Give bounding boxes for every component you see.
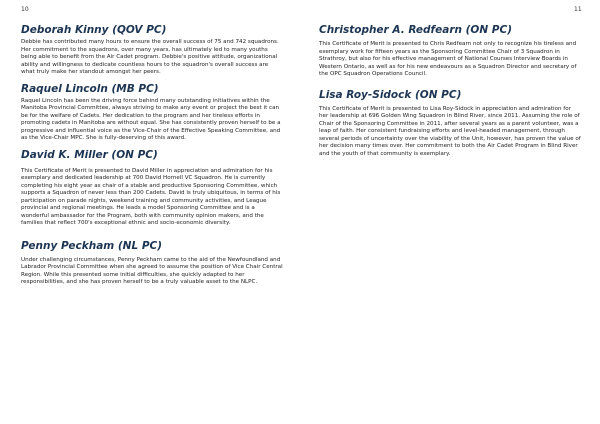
award-entry bbox=[21, 24, 283, 77]
left-column bbox=[21, 24, 283, 287]
recipient-name: Christopher A. Redfearn (ON PC) bbox=[319, 24, 513, 36]
recipient-name: Raquel Lincoln (MB PC) bbox=[21, 82, 159, 95]
recipient-citation: This Certificate of Merit is presented to Chris Redfearn not only to recognize his tireless and exemplary work for fifteen years as the Sponsoring Committee Chair of 3 Squadron in Strathroy, but also for his effective management of National Courses Interview Boards in Western Ontario, as well as for his new endeavours as a Squadron Director and secretary of the OPC Squadron Operations Council. bbox=[319, 41, 577, 77]
award-entry bbox=[21, 240, 283, 287]
recipient-name: Penny Peckham (NL PC) bbox=[21, 239, 163, 252]
recipient-citation: Under challenging circumstances, Penny Peckham came to the aid of the Newfoundland and Labrador Provincial Committee when she agreed to assume the position of Vice Chair Central Region. While this presented some initial difficulties, she quickly adapted to her responsibilities, and she has proven herself to be a truly valuable asset to the NLPC. bbox=[21, 256, 283, 285]
recipient-name: Deborah Kinny (QOV PC) bbox=[21, 24, 167, 36]
page-number-left: 10 bbox=[21, 6, 29, 13]
award-entry bbox=[319, 89, 581, 159]
award-entry bbox=[319, 24, 581, 79]
recipient-citation: This Certificate of Merit is presented to Lisa Roy-Sidock in appreciation and admiration for her leadership at 696 Golden Wing Squadron in Blind River, since 2011. Assuming the role of Chair of the Sponsoring Committee in 2011, after several years as a parent volunteer, was a leap of faith. Her consistent fundraising efforts and level-headed management, through several periods of uncertainty over the viability of the Unit, however, has proven the value of her decision many times over. Her commitment to both the Air Cadet Program in Blind River and the youth of that community is exemplary. bbox=[319, 105, 581, 157]
recipient-name: Lisa Roy-Sidock (ON PC) bbox=[319, 88, 462, 101]
award-entry bbox=[21, 83, 283, 143]
recipient-citation: Debbie has contributed many hours to ensure the overall success of 75 and 742 squadrons. Her commitment to the squadrons, over many years, has ultimately led to many youths being able to benefit from the Air Cadet program. Debbie's positive attitude, organizational ability and willingness to dedicate countless hours to the squadron's overall success are what truly make her standout amongst her peers. bbox=[21, 39, 279, 75]
recipient-citation: Raquel Lincoln has been the driving force behind many outstanding initiatives within the Manitoba Provincial Committee, always striving to make any event or project the best it can be for the welfare of Cadets. Her dedication to the program and her tireless efforts in promoting cadets in Manitoba are without equal. She has consistently proven herself to be a progressive and influential voice as the Vice-Chair of the Effective Speaking Committee, and as the Vice-Chair MPC. She is fully-deserving of this award. bbox=[21, 97, 281, 141]
recipient-citation: This Certificate of Merit is presented to David Miller in appreciation and admiration for his exemplary and dedicated leadership at 700 David Hornell VC Squadron. He is currently completing his eight year as chair of a stable and productive Sponsoring Committee, which supports a Squadron of never less than 200 Cadets. David is truly ubiquitous, in terms of his participation on parade nights, weekend training and community activities, and League provincial and regional meetings. He leads a model Sponsoring Committee and is a wonderful ambassador for the Program, both with community opinion makers, and the families that reflect 700's exceptional ethnic and socio-economic diversity. bbox=[21, 167, 281, 226]
award-entry bbox=[21, 149, 283, 228]
right-column bbox=[319, 24, 581, 158]
recipient-name: David K. Miller (ON PC) bbox=[21, 148, 158, 161]
page-number-right: 11 bbox=[574, 6, 582, 13]
